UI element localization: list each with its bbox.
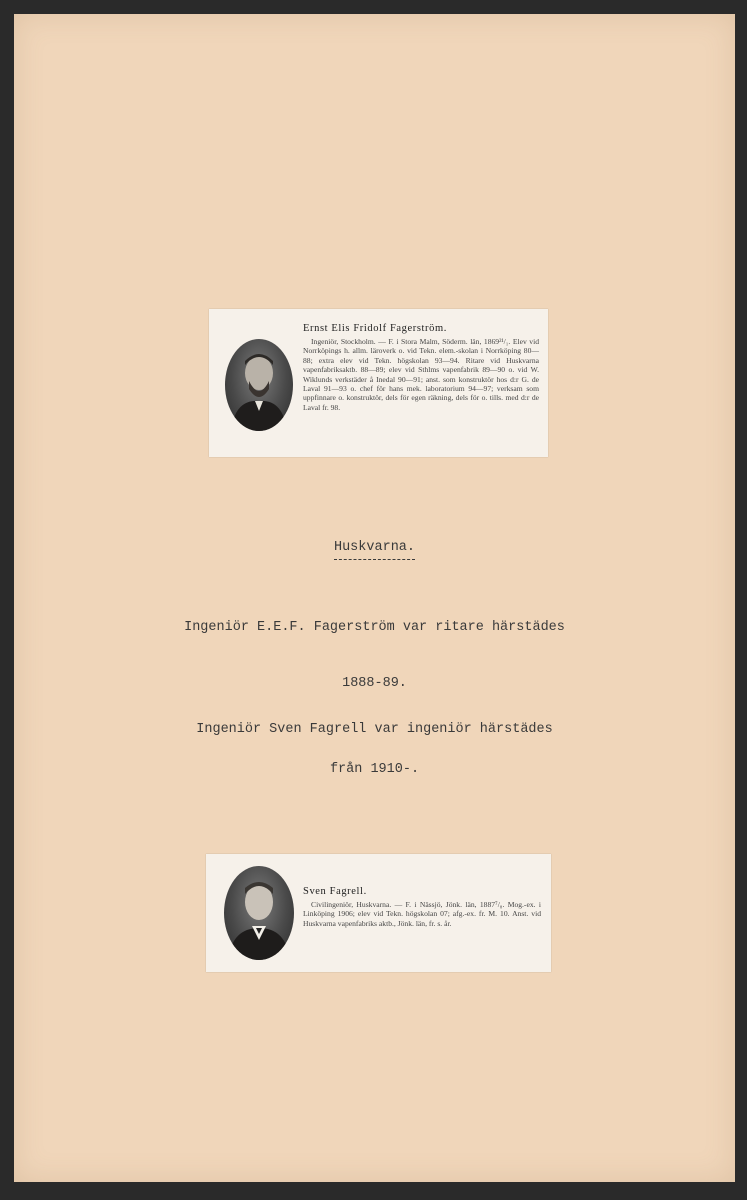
biography-text: Ingeniör, Stockholm. — F. i Stora Malm, Söderm. län, 1869²¹/₁. Elev vid Norrköpings h. allm. läroverk o. vid Tekn. elem.-skolan i Norrköping 80—88; extra elev vid Tekn. högskolan 93—94. Ritare vid Huskvarna vapenfabriksaktb. 88—89; elev vid Sthlms vapenfabrik 89—90 o. vid W. Wiklunds verkstäder å Inedal 90—91; anst. som konstruktör hos d:r G. de Laval 91—93 o. chef för hans mek. laboratorium 94—97; verksam som uppfinnare o. konstruktör, dels för egen räkning, dels för o. tills. med d:r de Laval fr. 98. <box>303 337 539 412</box>
biography-text: Civilingeniör, Huskvarna. — F. i Nässjö, Jönk. län, 1887⁷/₈. Mog.-ex. i Linköping 1906; elev vid Tekn. högskolan 07; afg.-ex. fr. M. 10. Anst. vid Huskvarna vapenfabriks aktb., Jönk. län, fr. s. år. <box>303 900 541 928</box>
newspaper-clipping-fagerstrom <box>209 309 548 457</box>
typed-line-1: Ingeniör E.E.F. Fagerström var ritare härstädes <box>184 620 565 635</box>
place-heading <box>14 540 735 555</box>
person-name: Ernst Elis Fridolf Fagerström. <box>303 323 447 334</box>
place-heading-text: Huskvarna. <box>334 540 415 560</box>
portrait-photo-fagerstrom <box>225 339 293 431</box>
person-name: Sven Fagrell. <box>303 886 367 897</box>
typed-line-4: från 1910-. <box>329 762 420 777</box>
newspaper-clipping-fagrell <box>206 854 551 972</box>
portrait-photo-fagrell <box>224 866 294 960</box>
typed-line-2: 1888-89. <box>342 676 407 691</box>
typed-line-3: Ingeniör Sven Fagrell var ingeniör härstädes <box>196 722 553 737</box>
archive-sheet <box>14 14 735 1182</box>
